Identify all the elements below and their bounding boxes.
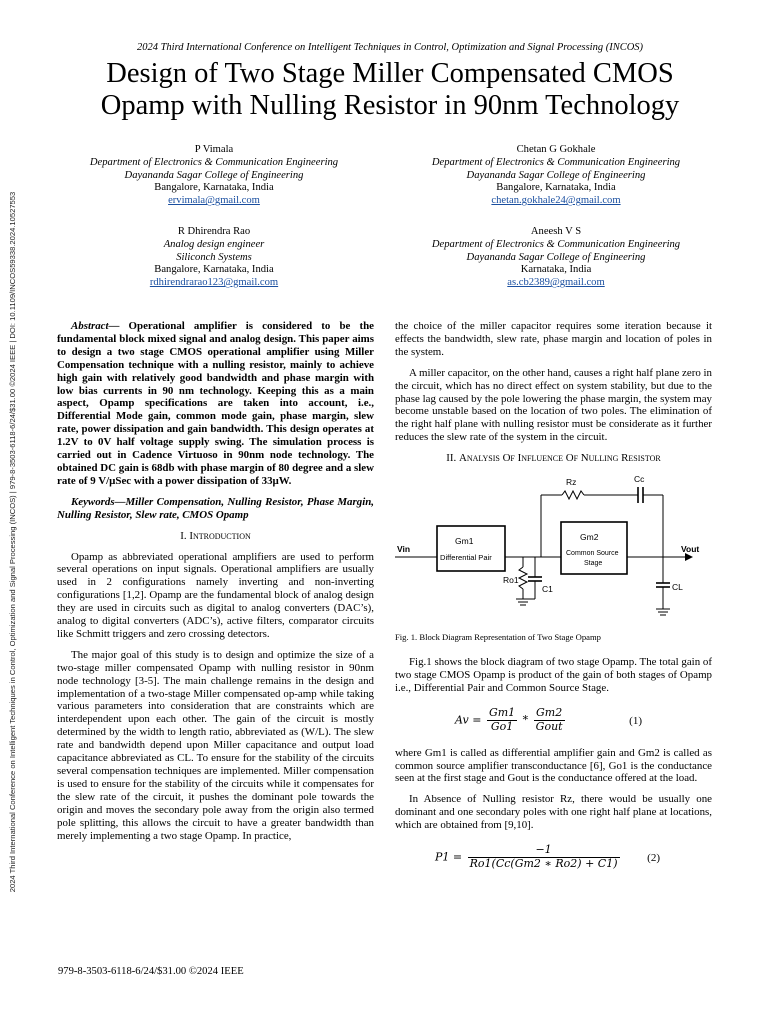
rz-resistor [562,491,584,499]
ro1-resistor [519,567,527,589]
author-org: Dayananda Sagar College of Engineering [124,169,304,181]
section-heading-analysis [395,452,712,465]
paragraph: A miller capacitor, on the other hand, causes a right half plane zero in the circuit, which has no direct effect on system stability, but due to the phase lag caused by the pole lowering the phase margin, the system may become unstable based on the location of two poles. The elimination of the right half plane with nulling resistor must be considerate as it further reduces the slew rate of the system in the circuit. [395,366,712,444]
section-title: Introduction [189,529,251,542]
author-location: Bangalore, Karnataka, India [496,182,616,194]
author-name: Chetan G Gokhale [516,144,596,155]
gm1-box [437,526,505,571]
equation-2-expression [435,844,622,871]
section-number: II. [446,452,457,465]
eq1-numerator-1: Gm1 [488,705,516,719]
eq1-fraction-1 [487,707,517,734]
right-column [395,320,712,884]
eq2-numerator: −1 [468,844,620,858]
eq2-fraction [468,844,620,871]
author-org: Dayananda Sagar College of Engineering [466,169,646,181]
equation-1 [395,703,712,739]
author-dept: Analog design engineer [163,238,265,250]
label-cc: Cc [634,474,645,485]
output-arrow-icon [685,553,693,561]
label-c1: C1 [542,584,553,595]
label-gm1: Gm1 [455,536,474,547]
author-email-link[interactable]: ervimala@gmail.com [168,195,260,207]
label-gm2: Gm2 [580,532,599,543]
author-name: Aneesh V S [530,226,582,237]
eq1-fraction-2 [534,707,565,734]
eq1-denominator-1: Go1 [490,719,514,733]
author-dept: Department of Electronics & Communication Engineering [89,156,339,168]
figure-caption: Fig. 1. Block Diagram Representation of Two Stage Opamp [395,631,601,642]
title-line-1: Design of Two Stage Miller Compensated CMOS [106,58,674,89]
label-stage2-line2: Stage [584,560,603,568]
page-footer: 979-8-3503-6118-6/24/$31.00 ©2024 IEEE [58,966,244,977]
section-number: I. [180,529,187,542]
author-block [406,144,706,208]
paragraph: the choice of the miller capacitor requires some iteration because it effects the bandwidth, slew rate, phase margin and location of poles in the system. [395,320,712,358]
author-name: R Dhirendra Rao [177,226,251,237]
title-line-2: Opamp with Nulling Resistor in 90nm Technology [100,90,680,121]
paragraph: where Gm1 is called as differential amplifier gain and Gm2 is called as common source amplifier transconductance [6], Go1 is the conductance seen at the first stage and Gout is the conductance offered at the load. [395,746,712,785]
author-location: Karnataka, India [520,264,592,276]
label-stage1: Differential Pair [440,553,492,563]
eq2-denominator: Ro1(Cc(Gm2 ∗ Ro2) + C1) [469,856,618,870]
equation-2-number: (2) [647,852,660,865]
paragraph: Opamp as abbreviated operational amplifiers are used to perform several operations on input signals. Operational amplifiers are usually used in 2 configurations namely inverting and non-inverting configurations [1,2]. Opamp are the fundamental block of analog design they are used in circuits such as digital to analog converters (DAC’s), analog to digital converters (ADC’s), active filters, comparator circuits like Schmitt triggers and zero crossing detectors. [57,550,374,640]
side-citation: 2024 Third International Conference on Intelligent Techniques in Control, Optimization and Signal Processing (INCOS) | 979-8-3503-6118-6/24/$31.00 ©2024 IEEE | DOI: 10.1109/INCOS59338.2024.10527553 [8,191,17,893]
figure-block-diagram [395,473,712,644]
author-dept: Department of Electronics & Communication Engineering [431,156,681,168]
abstract [57,320,374,488]
label-vin: Vin [397,544,411,555]
author-email-link[interactable]: chetan.gokhale24@gmail.com [491,195,621,207]
author-name: P Vimala [194,144,234,155]
equation-1-expression [455,707,567,734]
author-dept: Department of Electronics & Communication Engineering [431,238,681,250]
paragraph: In Absence of Nulling resistor Rz, there would be usually one dominant and one secondary poles with one right half plane at locations, which are obtained from [9,10]. [395,793,712,832]
paragraph: The major goal of this study is to design and optimize the size of a two-stage miller compensated Opamp with nulling resistor in 90nm node technology [3-5]. The main challenge remains in the design and implementation of a two-stage Miller compensated op-amp while taking various parameters into consideration that are constraints which are interdependent upon each other. The gain of the circuit is mostly determined by the width to length ratio, abbreviated as (W/L). The slew rate and bandwidth depend upon Miller capacitance and output load capacitance abbreviated as CL. To ensure for the stability of the circuits several compensation techniques are implemented. Miller compensation is used to ensure for the stability of the circuits while it compensates for the slew rate of the circuit, it pushes the dominant pole towards the origin and moves the secondary pole away from the origin also termed pole splitting, this allows the circuit to have a greater bandwidth than merely implementing a two stage Opamp. In practice, [57,648,374,842]
block-diagram-svg [395,473,712,623]
eq1-numerator-2: Gm2 [534,707,565,721]
label-stage2-line1: Common Source [566,550,619,558]
paragraph: Fig.1 shows the block diagram of two stage Opamp. The total gain of two stage CMOS Opamp is product of the gain of both stages of Opamp i.e., Differential Pair and Common Source Stage. [395,655,712,694]
author-block [406,226,706,290]
left-column [57,320,374,850]
abstract-text: — Operational amplifier is considered to be the fundamental block mixed signal and analog design. This paper aims to design a two stage CMOS operational amplifier using Miller Compensation technique with a nulling resistor, mainly to achieve high gain with relatively good bandwidth and phase margin with low bias currents in 90 nm technology. Keeping this as a main aspect, Opamp specifications are taken into account, i.e., Differential Mode gain, common mode gain, phase margin, slew rate, power dissipation and gain bandwidth. This design operates at 1.2V to 0V half voltage supply swing. The simulation process is carried out in Cadence Virtuoso in 90nm node technology. The obtained DC gain is 68db with phase margin of 80 degree and a slew rate of 9 V/µSec with a power dissipation of 33µW. [57,320,374,487]
author-location: Bangalore, Karnataka, India [154,264,274,276]
conference-header: 2024 Third International Conference on Intelligent Techniques in Control, Optimization and Signal Processing (INCOS) [136,42,644,53]
author-email-link[interactable]: as.cb2389@gmail.com [507,277,605,289]
label-rz: Rz [566,477,577,488]
eq1-denominator-2: Gout [535,719,563,733]
eq2-lhs: P1 = [435,850,463,864]
author-email-link[interactable]: rdhirendrarao123@gmail.com [149,277,279,289]
eq1-lhs: Av = [455,713,482,726]
label-ro1: Ro1 [503,575,519,586]
keywords: Keywords—Miller Compensation, Nulling Resistor, Phase Margin, Nulling Resistor, Slew rate, CMOS Opamp [57,495,374,521]
label-vout: Vout [681,544,700,555]
eq1-operator: * [522,713,529,726]
abstract-label: Abstract [71,320,109,332]
section-heading-introduction [57,530,374,543]
author-location: Bangalore, Karnataka, India [154,182,274,194]
author-org: Dayananda Sagar College of Engineering [466,251,646,263]
author-block [64,144,364,208]
label-cl: CL [672,582,683,593]
equation-2 [395,840,712,876]
paper-title [40,58,740,122]
author-block [64,226,364,290]
author-org: Siliconch Systems [176,251,252,263]
equation-1-number: (1) [629,714,642,727]
section-title: Analysis Of Influence Of Nulling Resistor [459,452,661,465]
